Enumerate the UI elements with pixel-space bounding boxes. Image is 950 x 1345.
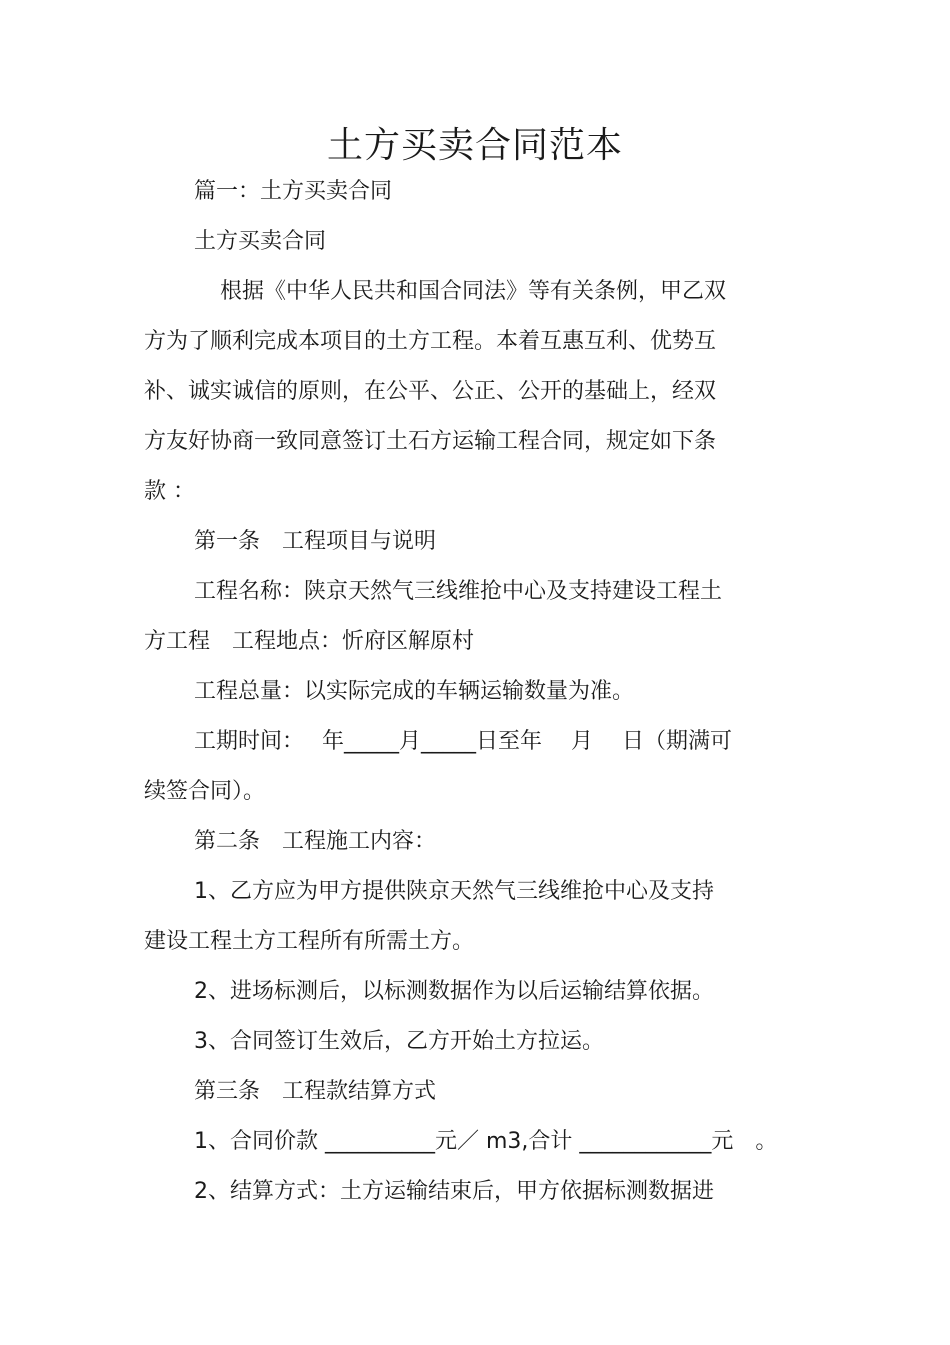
paragraph-line: 工程名称：陕京天然气三线维抢中心及支持建设工程土 [194, 579, 723, 604]
paragraph-line: 建设工程土方工程所有所需土方。 [144, 929, 475, 954]
paragraph-line: 方友好协商一致同意签订土石方运输工程合同，规定如下条 [144, 429, 717, 454]
paragraph-line: 工程总量：以实际完成的车辆运输数量为准。 [194, 679, 635, 704]
contract-heading: 土方买卖合同 [194, 229, 327, 254]
paragraph-line: 根据《中华人民共和国合同法》等有关条例，甲乙双 [220, 279, 727, 304]
section-heading: 篇一：土方买卖合同 [194, 179, 393, 204]
paragraph-line: 方工程 工程地点：忻府区解原村 [144, 629, 475, 654]
paragraph-line: 续签合同）。 [144, 779, 266, 804]
paragraph-line: 2、结算方式：土方运输结束后，甲方依据标测数据进 [194, 1179, 714, 1204]
article-heading: 第一条 工程项目与说明 [194, 529, 437, 554]
article-heading: 第二条 工程施工内容： [194, 829, 437, 854]
paragraph-line: 1、乙方应为甲方提供陕京天然气三线维抢中心及支持 [194, 879, 714, 904]
paragraph-line: 2、进场标测后，以标测数据作为以后运输结算依据。 [194, 979, 714, 1004]
paragraph-line: 3、合同签订生效后，乙方开始土方拉运。 [194, 1029, 604, 1054]
paragraph-line: 补、诚实诚信的原则，在公平、公正、公开的基础上，经双 [144, 379, 717, 404]
document-title: 土方买卖合同范本 [326, 125, 623, 166]
paragraph-line: 工期时间： 年_____月_____日至年 月 日（期满可 [194, 729, 732, 754]
article-heading: 第三条 工程款结算方式 [194, 1079, 437, 1104]
paragraph-line: 方为了顺利完成本项目的土方工程。本着互惠互利、优势互 [144, 329, 717, 354]
paragraph-line: 1、合同价款 __________元／ m3,合计 ____________元 。 [194, 1129, 778, 1154]
paragraph-line: 款 ： [144, 479, 195, 504]
